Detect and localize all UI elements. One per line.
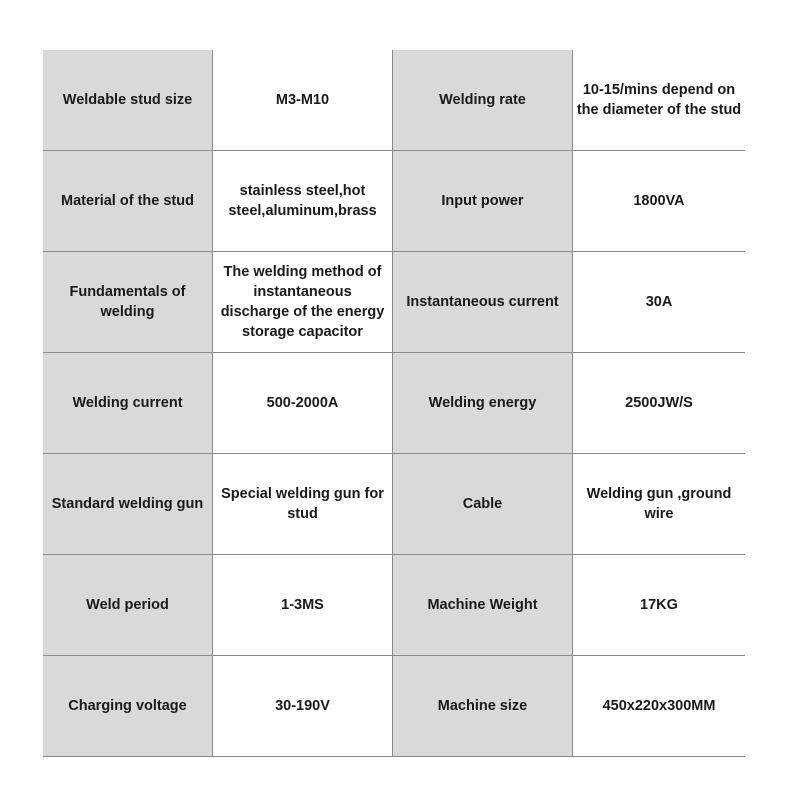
spec-label-material-of-stud: Material of the stud — [43, 151, 213, 252]
spec-label-instantaneous-current: Instantaneous current — [393, 252, 573, 353]
spec-value-standard-welding-gun: Special welding gun for stud — [213, 454, 393, 555]
spec-value-weldable-stud-size: M3-M10 — [213, 50, 393, 151]
spec-value-input-power: 1800VA — [573, 151, 745, 252]
spec-label-welding-current: Welding current — [43, 353, 213, 454]
spec-label-machine-weight: Machine Weight — [393, 555, 573, 656]
spec-value-instantaneous-current: 30A — [573, 252, 745, 353]
spec-label-fundamentals-of-welding: Fundamentals of welding — [43, 252, 213, 353]
spec-value-weld-period: 1-3MS — [213, 555, 393, 656]
spec-table — [43, 50, 745, 757]
spec-label-cable: Cable — [393, 454, 573, 555]
spec-label-welding-energy: Welding energy — [393, 353, 573, 454]
spec-value-cable: Welding gun ,ground wire — [573, 454, 745, 555]
spec-label-charging-voltage: Charging voltage — [43, 656, 213, 757]
spec-value-machine-weight: 17KG — [573, 555, 745, 656]
spec-label-standard-welding-gun: Standard welding gun — [43, 454, 213, 555]
spec-value-welding-energy: 2500JW/S — [573, 353, 745, 454]
spec-value-welding-current: 500-2000A — [213, 353, 393, 454]
spec-label-machine-size: Machine size — [393, 656, 573, 757]
spec-label-input-power: Input power — [393, 151, 573, 252]
spec-label-welding-rate: Welding rate — [393, 50, 573, 151]
spec-value-welding-rate: 10-15/mins depend on the diameter of the stud — [573, 50, 745, 151]
spec-value-charging-voltage: 30-190V — [213, 656, 393, 757]
spec-value-fundamentals-of-welding: The welding method of instantaneous discharge of the energy storage capacitor — [213, 252, 393, 353]
spec-value-material-of-stud: stainless steel,hot steel,aluminum,brass — [213, 151, 393, 252]
spec-label-weldable-stud-size: Weldable stud size — [43, 50, 213, 151]
spec-value-machine-size: 450x220x300MM — [573, 656, 745, 757]
spec-label-weld-period: Weld period — [43, 555, 213, 656]
